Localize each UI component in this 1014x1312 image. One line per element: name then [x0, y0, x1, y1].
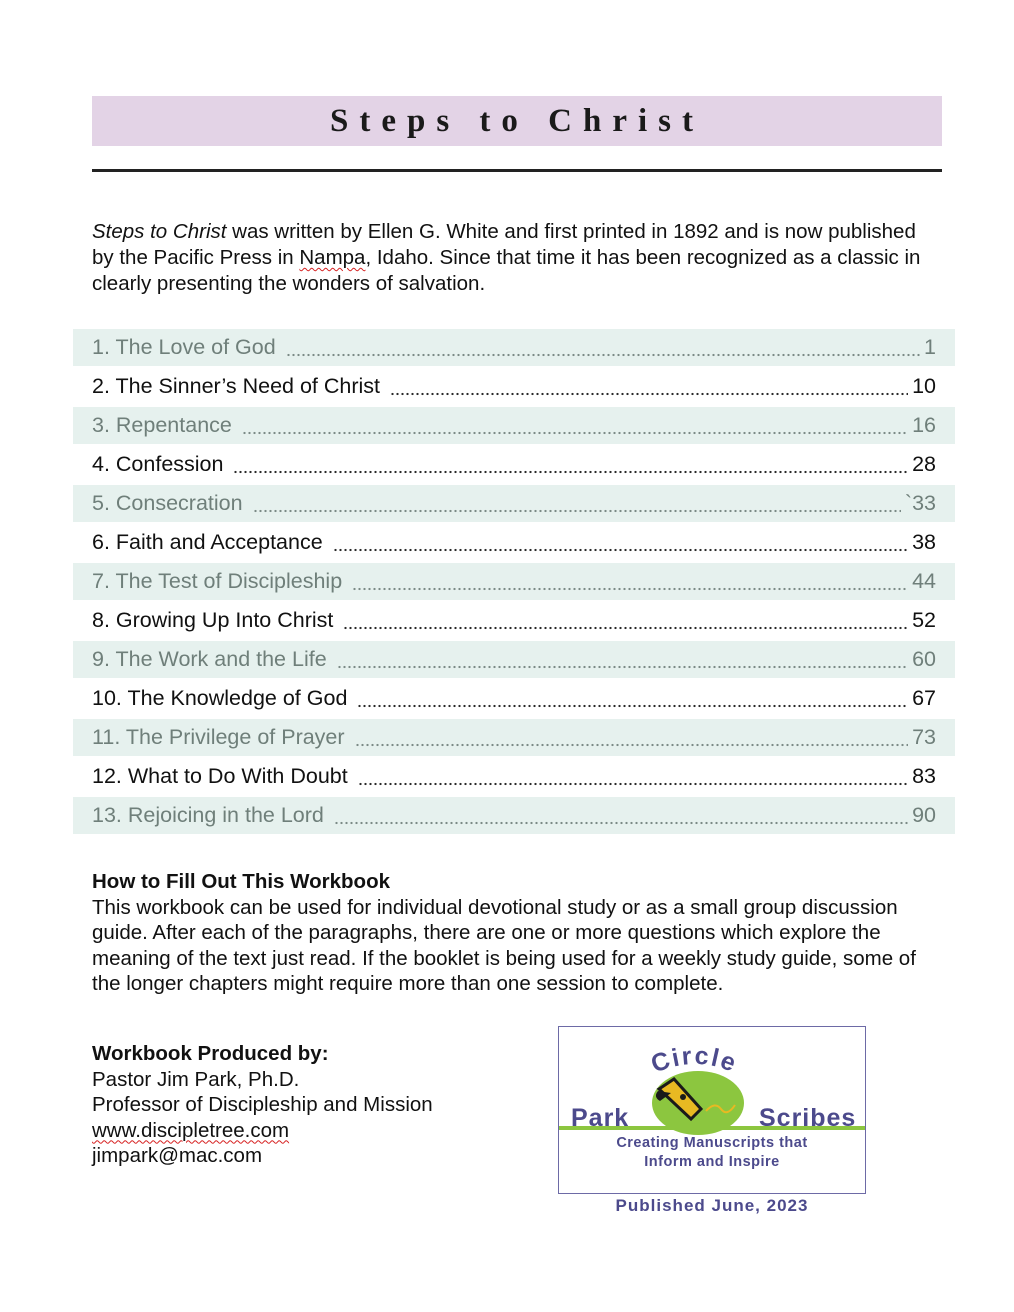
- toc-label: 1. The Love of God: [92, 335, 276, 359]
- toc-page: `33: [904, 491, 936, 515]
- toc-leader: [242, 431, 908, 435]
- toc-page: 38: [912, 530, 936, 554]
- howto-body: This workbook can be used for individual devotional study or as a small group discussion guide. After each of the paragraphs, there are one or more questions which explore the meaning of the text just read. If the booklet is being used for a weekly study guide, some of the longer chapters might require more than one session to complete.: [92, 895, 916, 995]
- toc-page: 73: [912, 725, 936, 749]
- toc-leader: [352, 587, 908, 591]
- toc-leader: [333, 548, 908, 552]
- toc-label: 11. The Privilege of Prayer: [92, 725, 345, 749]
- toc-leader: [390, 392, 908, 396]
- toc-label: 3. Repentance: [92, 413, 232, 437]
- toc-item[interactable]: [73, 329, 955, 366]
- toc-page: 60: [912, 647, 936, 671]
- howto-heading: How to Fill Out This Workbook: [92, 870, 390, 893]
- logo-graphic: [559, 1027, 865, 1193]
- toc-label: 12. What to Do With Doubt: [92, 764, 348, 788]
- toc-page: 83: [912, 764, 936, 788]
- toc-label: 7. The Test of Discipleship: [92, 569, 343, 593]
- logo-green-oval: [652, 1071, 744, 1135]
- credits-block: [92, 1041, 433, 1169]
- intro-book-title: Steps to Christ: [92, 220, 227, 243]
- toc-page: 90: [912, 803, 936, 827]
- toc-item[interactable]: [73, 758, 955, 795]
- toc-item[interactable]: [73, 485, 955, 522]
- credits-heading: Workbook Produced by:: [92, 1042, 329, 1065]
- toc-item[interactable]: [73, 602, 955, 639]
- toc-label: 4. Confession: [92, 452, 224, 476]
- publisher-logo: [558, 1026, 866, 1194]
- intro-text-2: , Idaho. Since that time it has been recognized as a classic in clearly presenting the wonders of salvation.: [92, 246, 921, 295]
- toc-item[interactable]: [73, 407, 955, 444]
- credits-name: Pastor Jim Park, Ph.D.: [92, 1067, 300, 1091]
- toc-page: 16: [912, 413, 936, 437]
- logo-word-park: Park: [571, 1104, 630, 1132]
- toc-leader: [343, 626, 908, 630]
- toc-leader: [337, 665, 908, 669]
- toc-page: 67: [912, 686, 936, 710]
- logo-tagline-2: Inform and Inspire: [644, 1154, 780, 1170]
- toc-page: 28: [912, 452, 936, 476]
- toc-page: 44: [912, 569, 936, 593]
- toc-label: 13. Rejoicing in the Lord: [92, 803, 324, 827]
- toc-leader: [355, 743, 909, 747]
- title-band: [92, 96, 942, 146]
- toc-item[interactable]: [73, 680, 955, 717]
- toc-item[interactable]: [73, 719, 955, 756]
- howto-section: [92, 869, 947, 997]
- credits-role: Professor of Discipleship and Mission: [92, 1093, 433, 1116]
- toc-leader: [286, 353, 920, 357]
- toc-item[interactable]: [73, 563, 955, 600]
- logo-word-circle: Circle: [647, 1041, 742, 1079]
- intro-paragraph: [92, 219, 942, 297]
- toc-leader: [358, 782, 908, 786]
- toc-item[interactable]: [73, 524, 955, 561]
- toc-leader: [233, 470, 908, 474]
- toc-page: 10: [912, 374, 936, 398]
- toc-label: 8. Growing Up Into Christ: [92, 608, 334, 632]
- toc-leader: [357, 704, 908, 708]
- toc-label: 5. Consecration: [92, 491, 243, 515]
- toc-page: 1: [924, 335, 936, 359]
- toc-item[interactable]: [73, 641, 955, 678]
- toc-label: 10. The Knowledge of God: [92, 686, 348, 710]
- logo-word-scribes: Scribes: [759, 1104, 857, 1132]
- toc-item[interactable]: [73, 446, 955, 483]
- table-of-contents: [73, 329, 955, 836]
- toc-label: 6. Faith and Acceptance: [92, 530, 323, 554]
- toc-item[interactable]: [73, 797, 955, 834]
- toc-item[interactable]: [73, 368, 955, 405]
- published-date: Published June, 2023: [615, 1196, 809, 1215]
- credits-email[interactable]: jimpark@mac.com: [92, 1144, 263, 1167]
- toc-label: 2. The Sinner’s Need of Christ: [92, 374, 381, 398]
- logo-tagline-1: Creating Manuscripts that: [616, 1135, 808, 1151]
- credits-website-link[interactable]: www.discipletree.com: [92, 1118, 290, 1142]
- intro-text-1: was written by Ellen G. White and first printed in 1892 and is now published by the Pacific Press in: [92, 220, 916, 269]
- page-title: Steps to Christ: [329, 102, 704, 139]
- toc-leader: [334, 821, 908, 825]
- title-divider: [92, 169, 942, 172]
- toc-label: 9. The Work and the Life: [92, 647, 327, 671]
- toc-page: 52: [912, 608, 936, 632]
- toc-leader: [253, 509, 901, 513]
- spellcheck-word[interactable]: Nampa: [299, 246, 366, 269]
